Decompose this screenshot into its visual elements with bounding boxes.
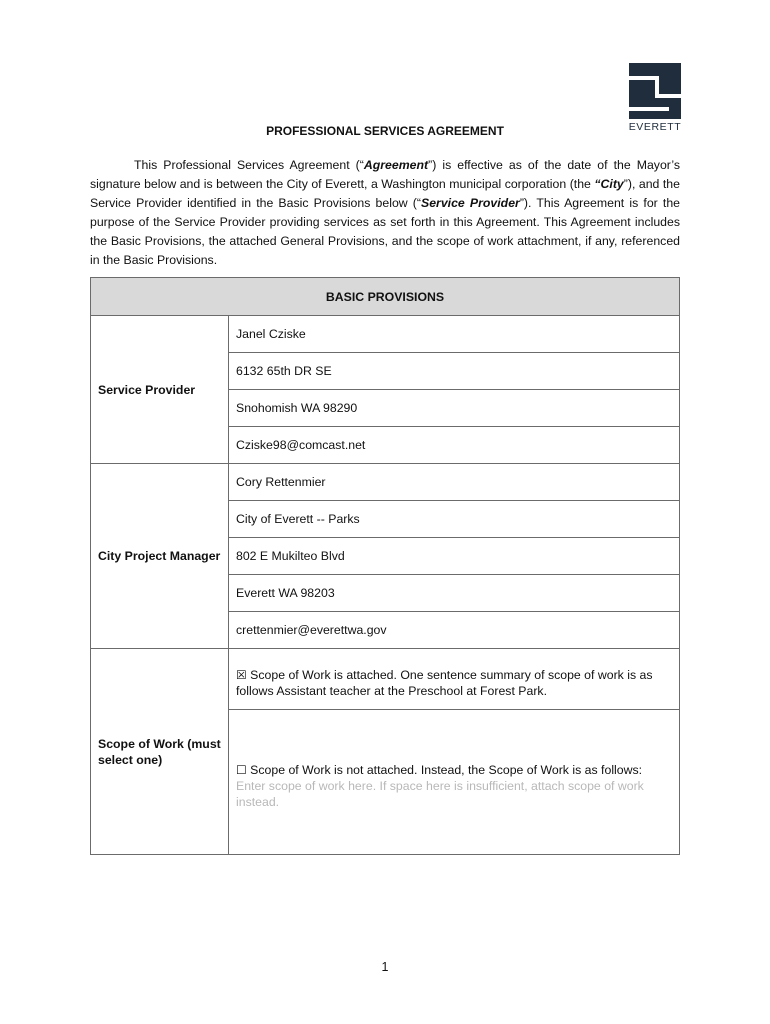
city-pm-email[interactable]: crettenmier@everettwa.gov — [229, 612, 680, 649]
scope-not-attached-checkbox[interactable]: ☐ — [236, 763, 247, 777]
scope-attached-checkbox[interactable]: ☒ — [236, 668, 247, 682]
page-number: 1 — [381, 960, 389, 974]
service-provider-label: Service Provider — [91, 316, 229, 464]
city-pm-address-line1[interactable]: 802 E Mukilteo Blvd — [229, 538, 680, 575]
intro-paragraph: This Professional Services Agreement (“Agreement”) is effective as of the date of the Mayor’s signature below and is between the City of Everett, a Washington municipal corporation (the “City”), and the Service Provider identified in the Basic Provisions below (“Service Provider”). This Agreement is for the purpose of the Service Provider providing services as set forth in this Agreement. This Agreement includes the Basic Provisions, the attached General Provisions, and the scope of work attachment, if any, referenced in the Basic Provisions. — [90, 158, 680, 267]
service-provider-name[interactable]: Janel Cziske — [229, 316, 680, 353]
service-provider-email[interactable]: Cziske98@comcast.net — [229, 427, 680, 464]
city-pm-name[interactable]: Cory Rettenmier — [229, 464, 680, 501]
document-title: PROFESSIONAL SERVICES AGREEMENT — [266, 124, 504, 138]
everett-logo-icon — [629, 63, 681, 119]
scope-attached-option[interactable] — [229, 649, 680, 710]
scope-attached-text: Scope of Work is attached. One sentence summary of scope of work is as follows — [236, 668, 653, 698]
scope-of-work-field[interactable]: Enter scope of work here. If space here is insufficient, attach scope of work instead. — [236, 779, 644, 809]
basic-provisions-header: BASIC PROVISIONS — [91, 278, 680, 316]
scope-summary-field[interactable]: Assistant teacher at the Preschool at Forest Park. — [276, 684, 547, 698]
basic-provisions-table — [90, 277, 680, 855]
city-pm-department[interactable]: City of Everett -- Parks — [229, 501, 680, 538]
service-provider-address-line2[interactable]: Snohomish WA 98290 — [229, 390, 680, 427]
city-project-manager-label: City Project Manager — [91, 464, 229, 649]
logo-text: EVERETT — [628, 121, 682, 133]
scope-not-attached-option[interactable] — [229, 710, 680, 855]
scope-not-attached-text: Scope of Work is not attached. Instead, the Scope of Work is as follows: — [246, 763, 643, 777]
scope-of-work-label: Scope of Work (must select one) — [91, 649, 229, 855]
city-pm-address-line2[interactable]: Everett WA 98203 — [229, 575, 680, 612]
service-provider-address-line1[interactable]: 6132 65th DR SE — [229, 353, 680, 390]
